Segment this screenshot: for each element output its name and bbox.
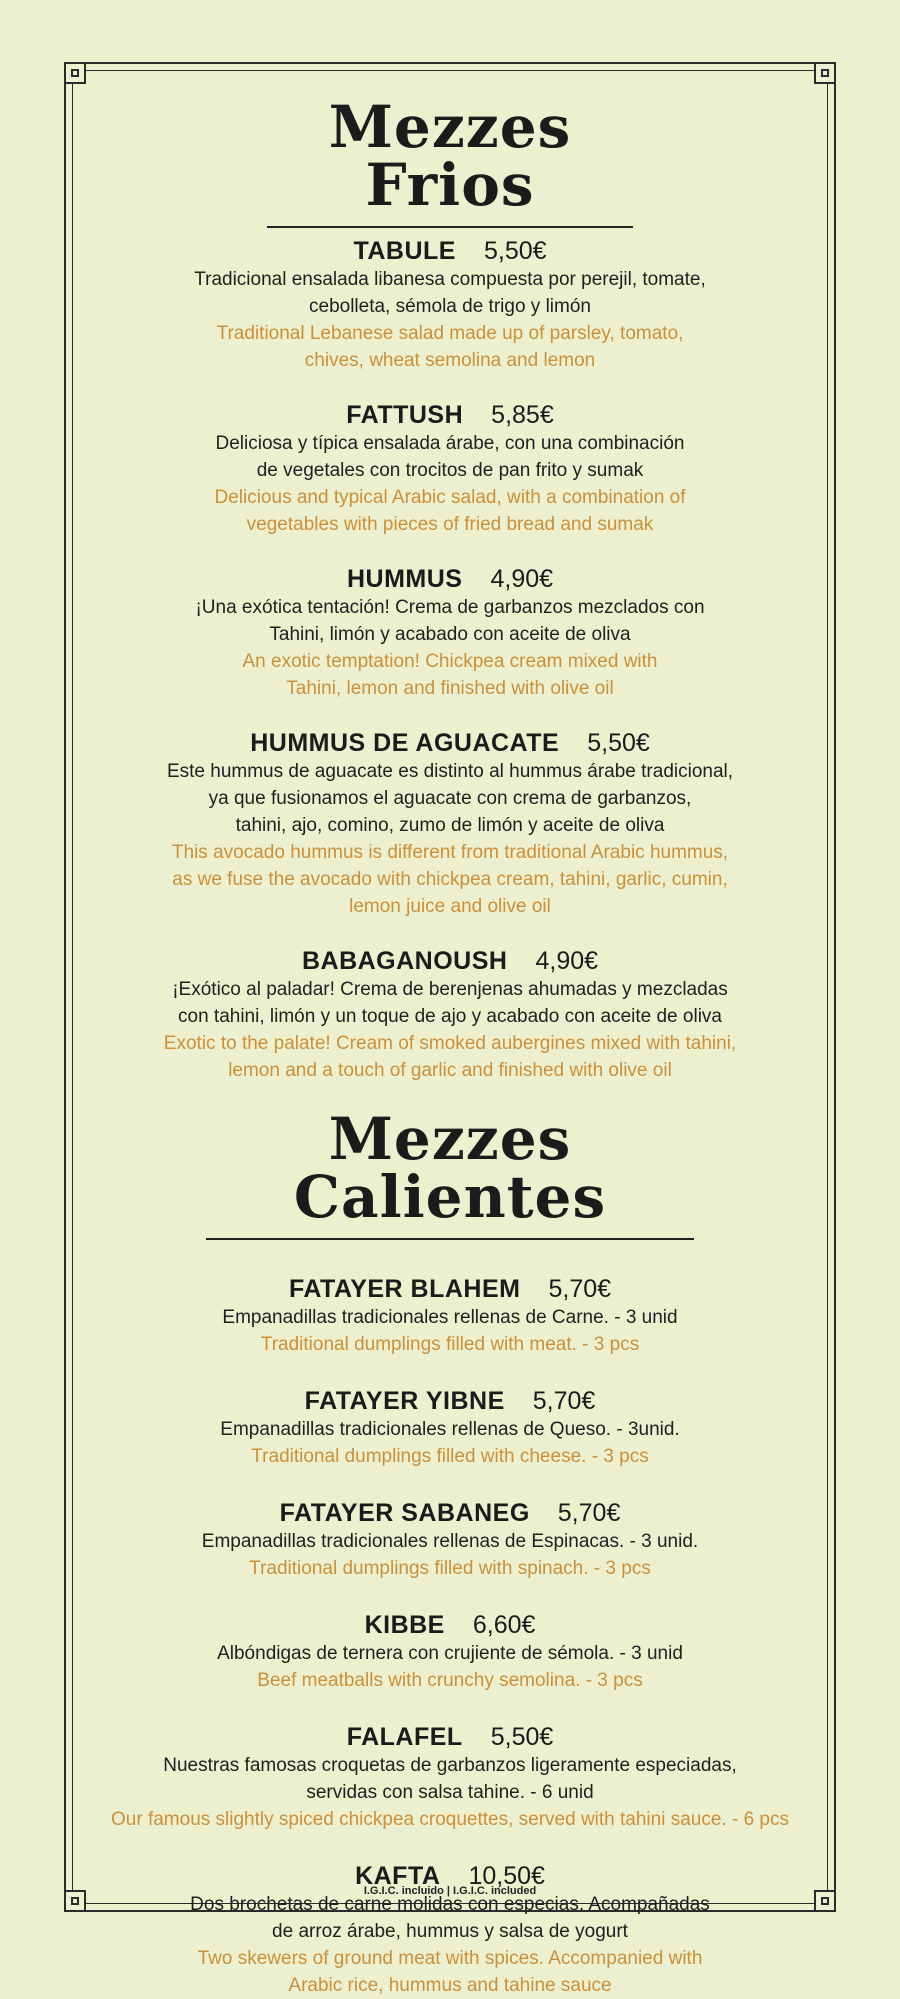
cold-section-title: Mezzes Frios — [328, 93, 572, 219]
item-header — [72, 400, 828, 430]
menu-item — [72, 728, 828, 920]
hot-section-title: Mezzes Calientes — [293, 1105, 607, 1231]
item-description-es: servidas con salsa tahine. - 6 unid — [306, 1782, 594, 1803]
item-description-en: Traditional Lebanese salad made up of parsley, tomato, — [216, 323, 684, 344]
item-description-en: Delicious and typical Arabic salad, with a combination of — [214, 487, 686, 508]
item-name: HUMMUS DE AGUACATE — [250, 729, 560, 757]
item-description-en: chives, wheat semolina and lemon — [304, 350, 596, 371]
cold-title-underline — [267, 226, 633, 228]
item-header — [72, 1274, 828, 1304]
menu-item — [72, 1386, 828, 1470]
item-header — [72, 564, 828, 594]
item-name: KAFTA — [355, 1862, 441, 1890]
item-description-en: Traditional dumplings filled with meat. - 3 pcs — [260, 1334, 640, 1355]
item-price: 5,70€ — [548, 1275, 612, 1303]
item-description-en: Two skewers of ground meat with spices. Accompanied with — [197, 1948, 703, 1969]
item-description-en: Exotic to the palate! Cream of smoked aubergines mixed with tahini, — [163, 1033, 737, 1054]
item-header — [72, 946, 828, 976]
item-price: 5,70€ — [532, 1387, 596, 1415]
item-description-es: tahini, ajo, comino, zumo de limón y aceite de oliva — [235, 815, 665, 836]
item-price: 4,90€ — [490, 565, 554, 593]
item-description-es: cebolleta, sémola de trigo y limón — [309, 296, 591, 317]
item-description-en: Our famous slightly spiced chickpea croquettes, served with tahini sauce. - 6 pcs — [111, 1809, 789, 1830]
item-description-es: Empanadillas tradicionales rellenas de Queso. - 3unid. — [220, 1419, 680, 1440]
item-description-en: Arabic rice, hummus and tahine sauce — [288, 1975, 612, 1996]
item-header — [72, 728, 828, 758]
item-description-es: Este hummus de aguacate es distinto al hummus árabe tradicional, — [166, 761, 734, 782]
item-header — [72, 1610, 828, 1640]
item-description-en: Beef meatballs with crunchy semolina. - 3 pcs — [257, 1670, 643, 1691]
item-price: 5,70€ — [557, 1499, 621, 1527]
item-description-en: An exotic temptation! Chickpea cream mixed with — [242, 651, 658, 672]
item-name: FATTUSH — [346, 401, 464, 429]
menu-item — [72, 1861, 828, 1999]
item-description-es: de arroz árabe, hummus y salsa de yogurt — [272, 1921, 628, 1942]
item-description-es: Albóndigas de ternera con crujiente de sémola. - 3 unid — [217, 1643, 683, 1664]
item-description-en: lemon juice and olive oil — [349, 896, 551, 917]
item-description-en: This avocado hummus is different from traditional Arabic hummus, — [171, 842, 729, 863]
item-name: TABULE — [353, 237, 456, 265]
item-description-es: ya que fusionamos el aguacate con crema de garbanzos, — [208, 788, 692, 809]
menu-item — [72, 946, 828, 1084]
item-description-es: ¡Una exótica tentación! Crema de garbanzos mezclados con — [195, 597, 705, 618]
menu-content — [72, 70, 828, 1999]
item-description-es: Empanadillas tradicionales rellenas de Espinacas. - 3 unid. — [201, 1531, 699, 1552]
item-name: KIBBE — [364, 1611, 445, 1639]
item-header — [72, 1386, 828, 1416]
item-header — [72, 1722, 828, 1752]
item-price: 5,50€ — [490, 1723, 554, 1751]
menu-item — [72, 1274, 828, 1358]
item-name: HUMMUS — [346, 565, 463, 593]
item-description-es: ¡Exótico al paladar! Crema de berenjenas ahumadas y mezcladas — [172, 979, 728, 1000]
item-price: 5,85€ — [491, 401, 554, 429]
menu-item — [72, 236, 828, 374]
menu-item — [72, 1722, 828, 1833]
menu-item — [72, 1498, 828, 1582]
item-price: 5,50€ — [587, 729, 650, 757]
item-price: 6,60€ — [472, 1611, 536, 1639]
item-price: 5,50€ — [483, 237, 547, 265]
item-description-es: Tradicional ensalada libanesa compuesta por perejil, tomate, — [194, 269, 706, 290]
item-name: FATAYER SABANEG — [279, 1499, 530, 1527]
item-description-es: Tahini, limón y acabado con aceite de oliva — [269, 624, 631, 645]
hot-title-underline — [206, 1238, 694, 1240]
item-name: BABAGANOUSH — [301, 947, 508, 975]
item-price: 4,90€ — [535, 947, 599, 975]
item-description-es: Empanadillas tradicionales rellenas de Carne. - 3 unid — [222, 1307, 678, 1328]
item-description-es: Deliciosa y típica ensalada árabe, con una combinación — [215, 433, 685, 454]
item-header — [72, 236, 828, 266]
tax-note: I.G.I.C. incluido | I.G.I.C. included — [363, 1885, 537, 1897]
menu-item — [72, 1610, 828, 1694]
item-header — [72, 1498, 828, 1528]
item-description-es: con tahini, limón y un toque de ajo y acabado con aceite de oliva — [178, 1006, 722, 1027]
menu-item — [72, 400, 828, 538]
item-description-en: vegetables with pieces of fried bread and sumak — [246, 514, 654, 535]
menu-item — [72, 564, 828, 702]
item-description-en: lemon and a touch of garlic and finished with olive oil — [228, 1060, 672, 1081]
item-description-en: Traditional dumplings filled with spinach. - 3 pcs — [249, 1558, 651, 1579]
item-description-en: as we fuse the avocado with chickpea cream, tahini, garlic, cumin, — [172, 869, 728, 890]
item-name: FATAYER YIBNE — [304, 1387, 505, 1415]
item-name: FATAYER BLAHEM — [288, 1275, 521, 1303]
item-description-en: Traditional dumplings filled with cheese. - 3 pcs — [251, 1446, 649, 1467]
item-price: 10,50€ — [468, 1862, 545, 1890]
item-name: FALAFEL — [346, 1723, 463, 1751]
item-description-es: Nuestras famosas croquetas de garbanzos ligeramente especiadas, — [163, 1755, 737, 1776]
item-description-es: de vegetales con trocitos de pan frito y sumak — [256, 460, 644, 481]
item-description-en: Tahini, lemon and finished with olive oil — [286, 678, 614, 699]
cold-items-list — [72, 236, 828, 1084]
item-description-es: Dos brochetas de carne molidas con especias. Acompañadas — [190, 1894, 710, 1915]
